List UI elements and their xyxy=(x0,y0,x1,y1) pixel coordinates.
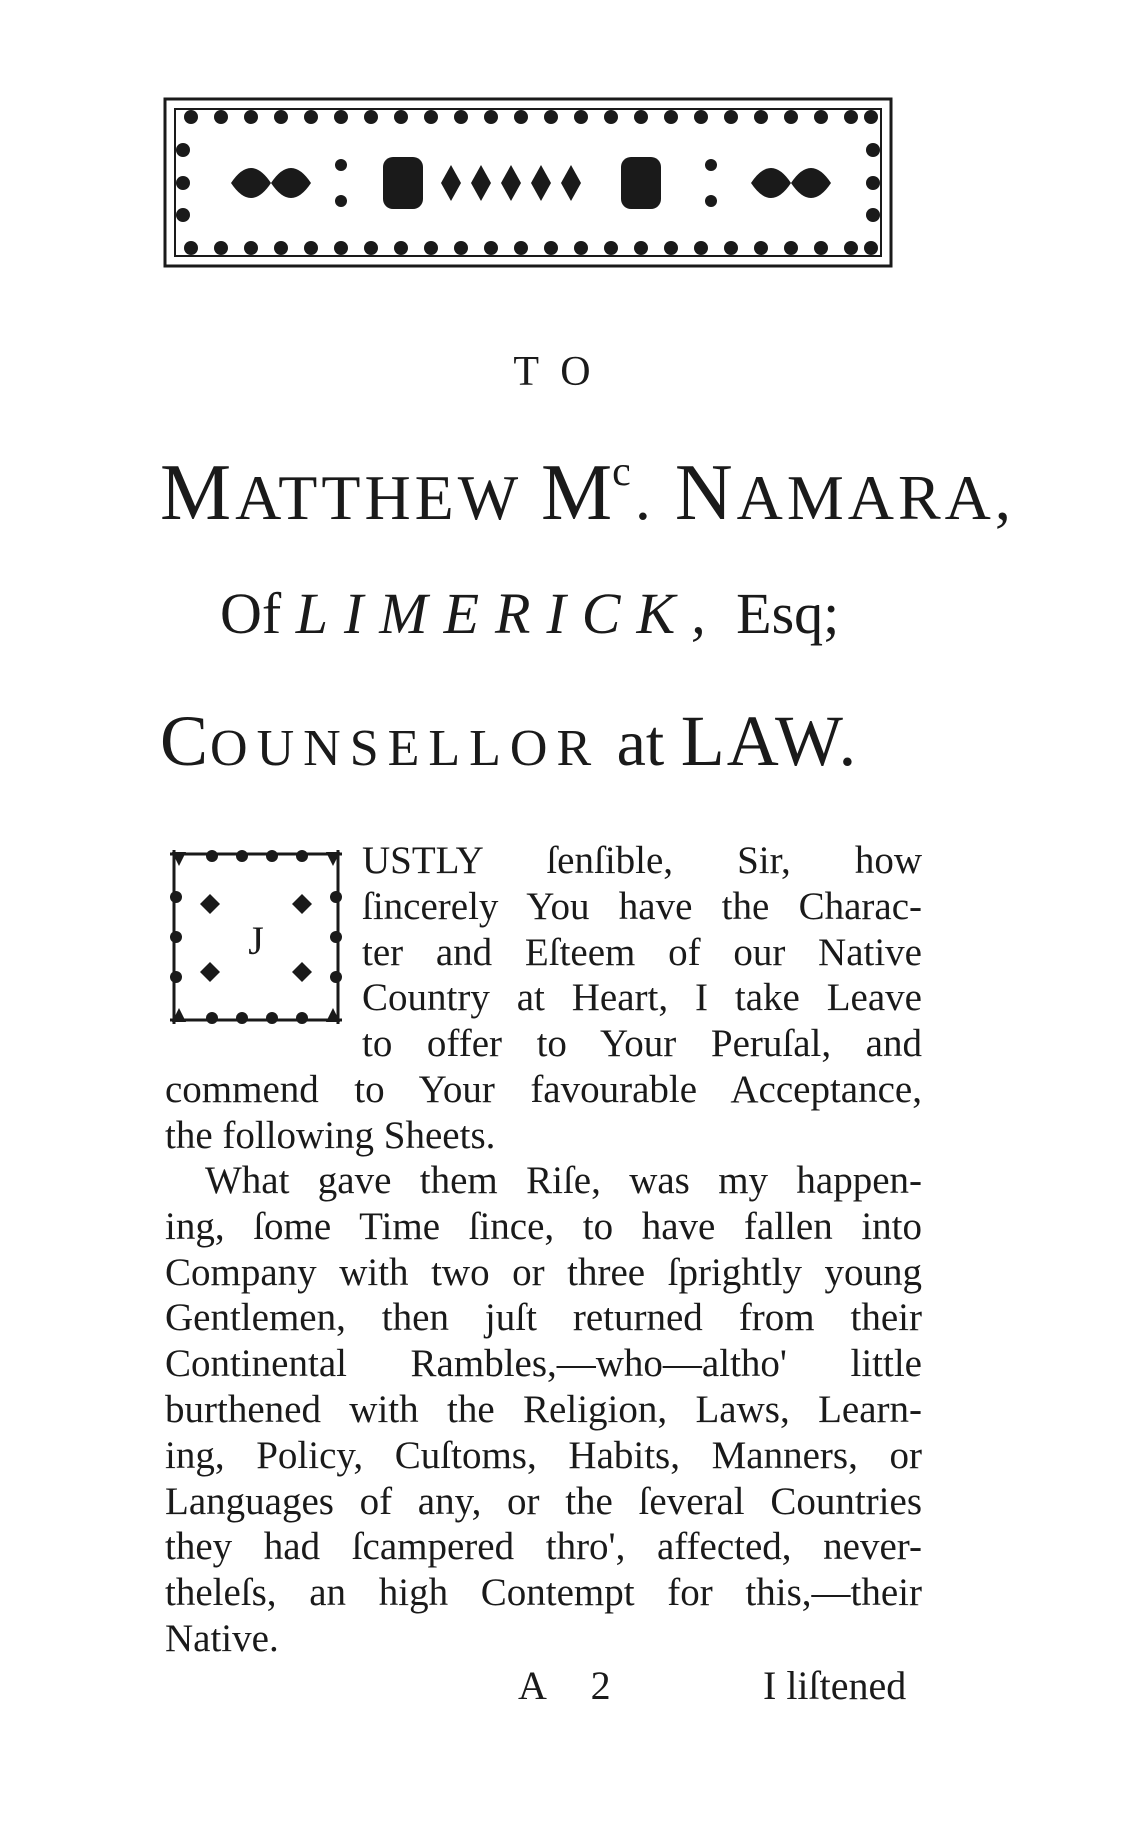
header-ornament xyxy=(161,95,895,270)
name-initial-m: M xyxy=(160,449,236,537)
name-mc-m: M xyxy=(541,449,617,537)
dedicatee-name xyxy=(160,448,1015,539)
text-line: ing, Policy, Cuſtoms, Habits, Manners, or xyxy=(165,1433,922,1477)
name-initial-n: N xyxy=(674,449,737,537)
name-rest-1: ATTHEW xyxy=(235,462,522,533)
place-name: LIMERICK, xyxy=(295,581,722,646)
title-at: at xyxy=(616,707,665,780)
name-rest-2: AMARA, xyxy=(736,462,1015,533)
paragraph-1-continued xyxy=(165,1067,922,1159)
text-line: Company with two or three ſprightly young xyxy=(165,1250,922,1294)
title-law: LAW. xyxy=(680,701,859,781)
text-line: Gentlemen, then juſt returned from their xyxy=(165,1296,922,1340)
text-line: theleſs, an high Contempt for this,—their xyxy=(165,1571,922,1615)
place-of: Of xyxy=(220,581,282,646)
text-line: ſincerely You have the Charac- xyxy=(362,884,922,928)
text-line: the following Sheets. xyxy=(165,1113,496,1157)
dedicatee-title xyxy=(160,700,940,783)
drop-cap-ornament xyxy=(162,842,350,1032)
text-line: Native. xyxy=(165,1616,279,1660)
place-esq: Esq; xyxy=(736,581,840,646)
text-line: they had ſcampered thro', affected, never- xyxy=(165,1525,922,1569)
signature-mark: A 2 xyxy=(518,1663,629,1708)
text-line: What gave them Riſe, was my happen- xyxy=(205,1159,922,1202)
name-mc-dot: . xyxy=(634,462,655,533)
title-counsellor: OUNSELLOR xyxy=(210,720,601,777)
catchword: I liſtened xyxy=(763,1663,907,1708)
text-line: burthened with the Religion, Laws, Learn- xyxy=(165,1387,922,1431)
text-line: Continental Rambles,—who—altho' little xyxy=(165,1342,922,1386)
paragraph-2 xyxy=(165,1158,922,1662)
paragraph-1-indented xyxy=(362,838,922,1067)
text-line: to offer to Your Peruſal, and xyxy=(362,1022,922,1066)
text-line: USTLY ſenſible, Sir, how xyxy=(362,839,922,882)
text-line: ter and Eſteem of our Native xyxy=(362,930,922,974)
text-line: Country at Heart, I take Leave xyxy=(362,976,922,1020)
dedicatee-place xyxy=(220,580,1000,647)
title-initial-c: C xyxy=(160,701,211,781)
name-mc-sup: c xyxy=(612,449,635,495)
drop-cap-letter: J xyxy=(248,918,264,963)
text-line: commend to Your favourable Acceptance, xyxy=(165,1068,922,1111)
text-line: Languages of any, or the ſeveral Countries xyxy=(165,1479,922,1523)
text-line: ing, ſome Time ſince, to have fallen into xyxy=(165,1204,922,1248)
dedication-to: TO xyxy=(513,349,613,395)
